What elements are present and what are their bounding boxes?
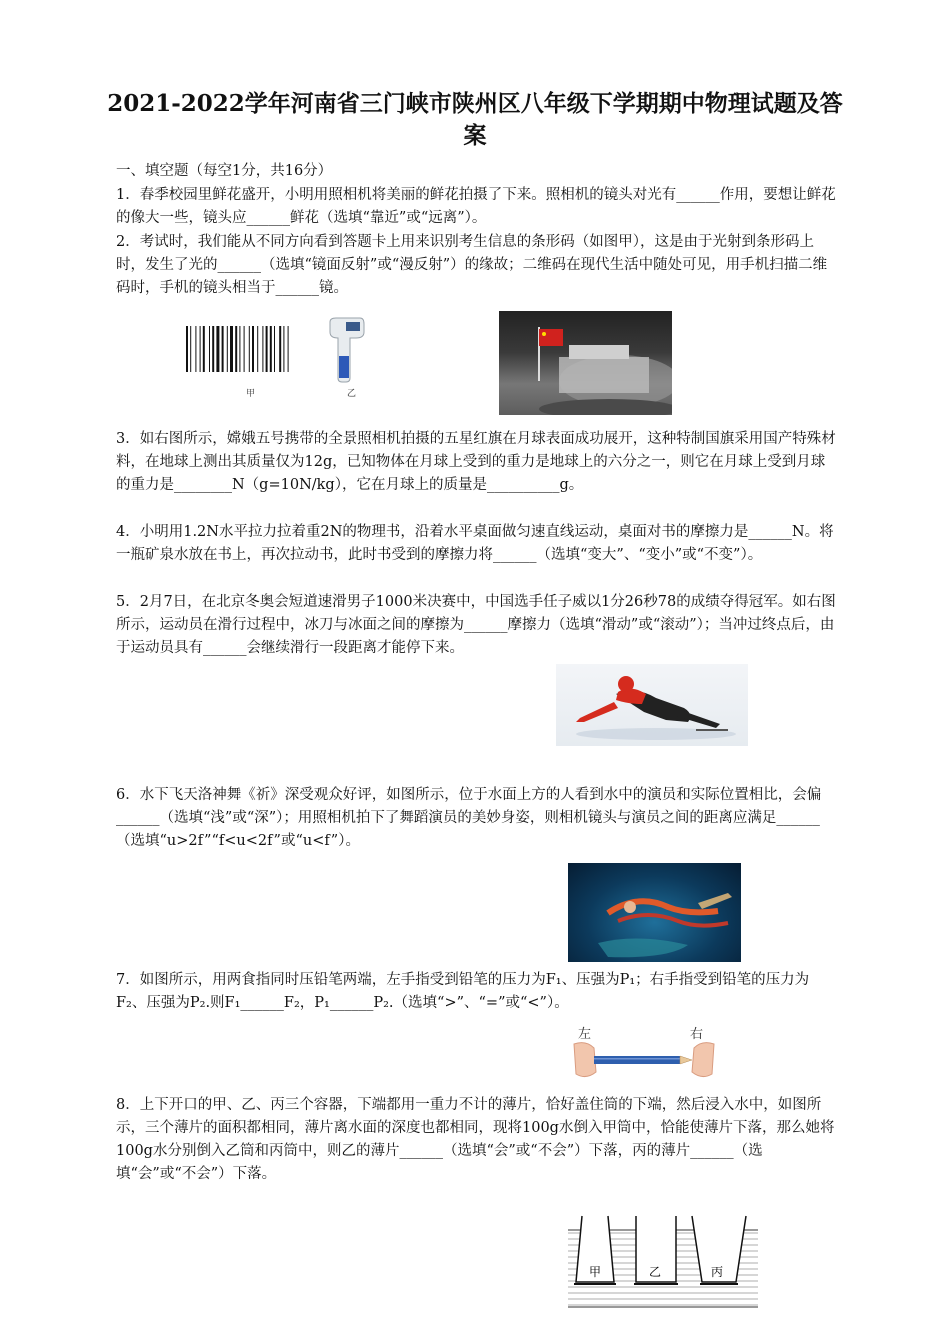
section-heading: 一、填空题（每空1分，共16分） bbox=[116, 163, 333, 179]
thermometer-gun-figure bbox=[326, 316, 366, 384]
question-5: 5．2月7日，在北京冬奥会短道速滑男子1000米决赛中，中国选手任子威以1分26秒78的成绩夺得冠军。如右图所示，运动员在滑行过程中，冰刀与冰面之间的摩擦为______摩擦力（选填“滑动”或“滚动”）；当冲过终点后，由于运动员具有______会继续滑行一段距离才能停下来。 bbox=[116, 594, 836, 656]
speed-skater-photo bbox=[556, 664, 748, 746]
figure-label-left: 左 bbox=[578, 1027, 592, 1042]
question-6: 6．水下飞天洛神舞《祈》深受观众好评，如图所示，位于水面上方的人看到水中的演员和实际位置相比，会偏______（选填“浅”或“深”）；用照相机拍下了舞蹈演员的美妙身姿，则相机镜头与演员之间的距离应满足______（选填“u>2f”“f<u<2f”或“u<f”）。 bbox=[116, 787, 822, 849]
container-label-yi: 乙 bbox=[649, 1265, 662, 1279]
container-label-bing: 丙 bbox=[711, 1265, 724, 1279]
question-3: 3．如右图所示，嫦娥五号携带的全景照相机拍摄的五星红旗在月球表面成功展开，这种特制国旗采用国产特殊材料，在地球上测出其质量仅为12g，已知物体在月球上受到的重力是地球上的六分之一，则它在月球上受到月球的重力是________N（g=10N/kg），它在月球上的质量是__________g。 bbox=[116, 431, 836, 493]
question-7: 7．如图所示，用两食指同时压铅笔两端，左手指受到铅笔的压力为F₁、压强为P₁；右手指受到铅笔的压力为F₂、压强为P₂.则F₁______F₂，P₁______P₂.（选填“>”、“=”或“<”）。 bbox=[116, 972, 810, 1011]
question-1: 1．春季校园里鲜花盛开，小明用照相机将美丽的鲜花拍摄了下来。照相机的镜头对光有______作用，要想让鲜花的像大一些，镜头应______鲜花（选填“靠近”或“远离”）。 bbox=[116, 187, 836, 226]
containers-in-water-figure bbox=[568, 1212, 758, 1308]
container-label-jia: 甲 bbox=[589, 1265, 602, 1279]
question-8: 8．上下开口的甲、乙、丙三个容器，下端都用一重力不计的薄片，恰好盖住筒的下端，然后浸入水中，如图所示，三个薄片的面积都相同，薄片离水面的深度也都相同，现将100g水倒入甲筒中，恰能使薄片下落，那么她将100g水分别倒入乙筒和丙筒中，则乙的薄片______（选填“会”或“不会”）下落，丙的薄片______（选填“会”或“不会”）下落。 bbox=[116, 1097, 835, 1182]
underwater-dancer-photo bbox=[568, 863, 741, 962]
moon-flag-photo bbox=[499, 311, 672, 415]
figure-label-yi: 乙 bbox=[347, 389, 357, 399]
figure-label-jia: 甲 bbox=[246, 389, 256, 399]
barcode-figure bbox=[186, 326, 316, 376]
pencil-fingers-figure bbox=[572, 1038, 716, 1082]
page-title: 2021-2022学年河南省三门峡市陕州区八年级下学期期中物理试题及答案 bbox=[107, 90, 843, 149]
question-4: 4．小明用1.2N水平拉力拉着重2N的物理书，沿着水平桌面做匀速直线运动，桌面对书的摩擦力是______N。将一瓶矿泉水放在书上，再次拉动书，此时书受到的摩擦力将______（选填“变大”、“变小”或“不变”）。 bbox=[116, 524, 834, 563]
question-2: 2．考试时，我们能从不同方向看到答题卡上用来识别考生信息的条形码（如图甲），这是由于光射到条形码上时，发生了光的______（选填“镜面反射”或“漫反射”）的缘故；二维码在现代生活中随处可见，用手机扫描二维码时，手机的镜头相当于______镜。 bbox=[116, 234, 828, 296]
figure-label-right: 右 bbox=[690, 1027, 704, 1042]
